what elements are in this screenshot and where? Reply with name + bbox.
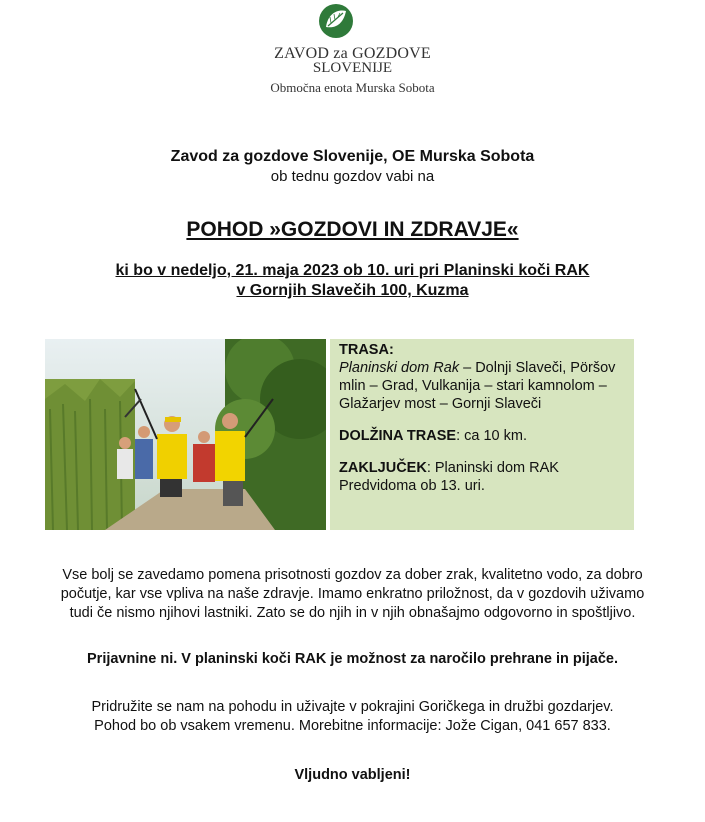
intro-line2: ob tednu gozdov vabi na: [270, 168, 435, 185]
leaf-logo-icon: [316, 3, 388, 43]
length-label: DOLŽINA TRASE: [339, 428, 457, 444]
intro-line1: Zavod za gozdove Slovenije, OE Murska Sobota: [170, 148, 535, 165]
registration-note: Prijavnine ni. V planinski koči RAK je možnost za naročilo prehrane in pijače.: [87, 651, 618, 667]
route-description: – Dolnji Slaveči, Pöršov mlin – Grad, Vulkanija – stari kamnolom – Glažarjev most – Gornji Slaveči: [339, 360, 616, 412]
org-unit: Območna enota Murska Sobota: [270, 80, 435, 95]
hikers-photo: [45, 339, 326, 530]
end-time: Predvidoma ob 13. uri.: [339, 478, 485, 494]
route-info-box: [330, 339, 634, 530]
org-name-line2: SLOVENIJE: [312, 60, 393, 76]
closing-text: Vljudno vabljeni!: [294, 767, 411, 783]
paragraph-line: tudi če nismo njihovi lastniki. Zato se do njih in v njih obnašajmo odgovorno in spoštljivo.: [69, 605, 636, 621]
route-label: TRASA:: [339, 342, 394, 358]
event-date-line: ki bo v nedeljo, 21. maja 2023 ob 10. uri pri Planinski koči RAK: [115, 262, 590, 279]
end-label: ZAKLJUČEK: [339, 460, 427, 476]
org-name-line1: ZAVOD za GOZDOVE: [274, 45, 431, 62]
end-value: : Planinski dom RAK: [426, 460, 559, 476]
paragraph-line: počutje, kar vse vpliva na naše zdravje. Imamo enkratno priložnost, da v gozdovih uživamo: [60, 586, 645, 602]
route-start: Planinski dom Rak: [339, 360, 460, 376]
contact-paragraph: [0, 698, 705, 736]
event-location-line: v Gornjih Slavečih 100, Kuzma: [236, 282, 469, 299]
length-value: : ca 10 km.: [456, 428, 527, 444]
paragraph-line: Pridružite se nam na pohodu in uživajte v pokrajini Goričkega in družbi gozdarjev.: [91, 699, 614, 715]
paragraph-line: Pohod bo ob vsakem vremenu. Morebitne informacije: Jože Cigan, 041 657 833.: [94, 718, 611, 734]
event-title: POHOD »GOZDOVI IN ZDRAVJE«: [186, 218, 519, 241]
paragraph-line: Vse bolj se zavedamo pomena prisotnosti gozdov za dober zrak, kvalitetno vodo, za dobro: [62, 567, 643, 583]
intro-paragraph: [0, 566, 705, 623]
